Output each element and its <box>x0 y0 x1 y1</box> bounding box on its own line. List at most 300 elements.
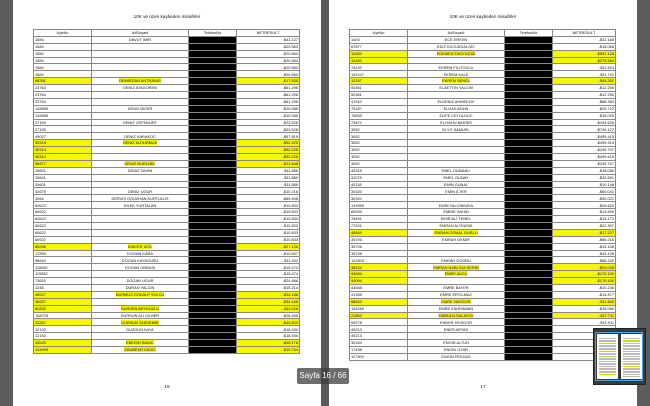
table-row <box>34 147 300 154</box>
adsoyadi-cell <box>92 140 189 147</box>
adsoyadi-text: DOGAN ONBASI <box>124 264 156 270</box>
uyeno-cell: 115582 <box>34 264 92 271</box>
table-row <box>350 298 616 305</box>
netresult-cell: -$52.225 <box>237 140 300 147</box>
telefonno-redacted-cell <box>505 326 553 333</box>
uyeno-cell: 73872 <box>350 119 408 126</box>
uyeno-cell: 1248 <box>34 284 92 291</box>
netresult-cell: -$12.255 <box>553 85 616 92</box>
table-row <box>34 181 300 188</box>
uyeno-cell: 128985 <box>34 112 92 119</box>
telefonno-redacted-cell <box>505 284 553 291</box>
netresult-cell: -$32.168 <box>553 36 616 43</box>
netresult-cell: -$10.238 <box>553 284 616 291</box>
table-row <box>350 209 616 216</box>
adsoyadi-cell <box>408 188 505 195</box>
adsoyadi-text: DENIZ NURLUEL <box>124 161 156 167</box>
adsoyadi-cell <box>92 160 189 167</box>
netresult-cell: -$11.889 <box>237 167 300 174</box>
adsoyadi-text: EMEL GUNAY <box>443 174 469 180</box>
telefonno-redacted-cell <box>189 250 237 257</box>
telefonno-redacted-cell <box>189 236 237 243</box>
telefonno-redacted-cell <box>189 98 237 105</box>
table-row <box>34 243 300 250</box>
uyeno-cell: 74433 <box>350 64 408 71</box>
uyeno-cell: 1064 <box>34 195 92 202</box>
adsoyadi-cell <box>92 326 189 333</box>
table-row <box>34 202 300 209</box>
adsoyadi-text: EKREM KALE <box>443 71 469 77</box>
telefonno-redacted-cell <box>505 85 553 92</box>
table-row <box>34 126 300 133</box>
adsoyadi-cell <box>92 216 189 223</box>
adsoyadi-cell <box>408 92 505 99</box>
table-row <box>34 119 300 126</box>
netresult-cell: -$499.415 <box>553 133 616 140</box>
adsoyadi-text: DOGAN KAYAGUSU <box>121 257 159 263</box>
uyeno-cell: 29601 <box>34 174 92 181</box>
uyeno-cell: 30320 <box>350 195 408 202</box>
adsoyadi-cell <box>408 119 505 126</box>
telefonno-redacted-cell <box>189 140 237 147</box>
adsoyadi-text: DENIZ UGUR <box>127 188 153 194</box>
netresult-cell: -$29.722 <box>553 105 616 112</box>
netresult-cell: -$18.080 <box>553 167 616 174</box>
adsoyadi-cell <box>408 154 505 161</box>
table-row <box>350 119 616 126</box>
netresult-cell: -$47.711 <box>553 312 616 319</box>
adsoyadi-cell <box>92 305 189 312</box>
adsoyadi-text: DURSUN ALI DILBER <box>120 312 160 318</box>
netresult-cell: -$30.021 <box>553 195 616 202</box>
adsoyadi-text: EMRE ERYILMAZ <box>440 292 472 298</box>
telefonno-redacted-cell <box>189 298 237 305</box>
adsoyadi-cell <box>92 284 189 291</box>
netresult-cell: -$61.296 <box>237 92 300 99</box>
netresult-cell: -$19.172 <box>553 216 616 223</box>
adsoyadi-cell <box>92 312 189 319</box>
uyeno-cell: 17899 <box>34 250 92 257</box>
netresult-cell: -$17.538 <box>237 78 300 85</box>
table-row <box>350 181 616 188</box>
netresult-cell: -$11.889 <box>237 181 300 188</box>
telefonno-redacted-cell <box>189 326 237 333</box>
telefonno-redacted-cell <box>505 319 553 326</box>
uyeno-cell: 3052 <box>350 147 408 154</box>
uyeno-cell: 49213 <box>350 326 408 333</box>
adsoyadi-cell <box>92 236 189 243</box>
adsoyadi-cell <box>408 71 505 78</box>
telefonno-redacted-cell <box>189 229 237 236</box>
adsoyadi-text: DENIZ KARAKOC <box>124 133 156 139</box>
adsoyadi-cell <box>408 50 505 57</box>
uyeno-cell: 78491 <box>350 216 408 223</box>
header-adsoyadi: AdSoyadi <box>408 30 505 37</box>
adsoyadi-text: DAVUT IMIR <box>128 37 152 43</box>
uyeno-cell: 94094 <box>350 278 408 285</box>
table-row <box>34 154 300 161</box>
table-row <box>34 305 300 312</box>
adsoyadi-text: DENIZ CEPHKURT <box>122 119 158 125</box>
telefonno-redacted-cell <box>189 278 237 285</box>
adsoyadi-cell <box>92 126 189 133</box>
telefonno-redacted-cell <box>505 305 553 312</box>
uyeno-cell: 30314 <box>34 154 92 161</box>
adsoyadi-text: DILEK YURTALAN <box>123 202 157 208</box>
uyeno-cell: 1403 <box>350 36 408 43</box>
adsoyadi-text: EGEMEN TANYILDIZI <box>436 50 476 56</box>
telefonno-redacted-cell <box>189 195 237 202</box>
adsoyadi-text: ENGIN PEKDAS <box>441 354 471 360</box>
netresult-cell: -$499.415 <box>553 154 616 161</box>
table-row <box>34 36 300 43</box>
telefonno-redacted-cell <box>189 222 237 229</box>
netresult-cell: -$26.620 <box>553 202 616 209</box>
adsoyadi-cell <box>92 181 189 188</box>
netresult-cell: -$20.564 <box>237 64 300 71</box>
adsoyadi-cell <box>408 181 505 188</box>
telefonno-redacted-cell <box>505 92 553 99</box>
netresult-cell: -$68.240 <box>553 257 616 264</box>
adsoyadi-text: ENDER HOSGOR <box>440 319 472 325</box>
table-row <box>350 353 616 360</box>
header-telefonno: TelefonNo <box>189 30 237 37</box>
netresult-cell: -$10.085 <box>237 105 300 112</box>
telefonno-redacted-cell <box>189 147 237 154</box>
adsoyadi-cell <box>408 216 505 223</box>
netresult-cell: -$170.100 <box>553 278 616 285</box>
uyeno-cell: 60622 <box>34 216 92 223</box>
telefonno-redacted-cell <box>189 319 237 326</box>
table-row <box>350 250 616 257</box>
telefonno-redacted-cell <box>505 167 553 174</box>
page-thumbnail-navigator[interactable] <box>593 328 646 385</box>
adsoyadi-cell <box>92 209 189 216</box>
uyeno-cell: 30314 <box>34 147 92 154</box>
page-title: 10K ve üzeri kaybeden misafirler <box>449 14 517 19</box>
adsoyadi-text: DUZGUN KAYA <box>126 326 154 332</box>
table-row <box>34 64 300 71</box>
header-netresult: NETRESULT <box>237 30 300 37</box>
netresult-cell: -$10.657 <box>237 250 300 257</box>
adsoyadi-cell <box>408 202 505 209</box>
uyeno-cell: 94094 <box>350 271 408 278</box>
adsoyadi-cell <box>92 195 189 202</box>
adsoyadi-cell <box>92 340 189 347</box>
telefonno-redacted-cell <box>189 78 237 85</box>
telefonno-redacted-cell <box>505 78 553 85</box>
uyeno-cell: 122803 <box>350 257 408 264</box>
telefonno-redacted-cell <box>189 85 237 92</box>
telefonno-redacted-cell <box>505 174 553 181</box>
netresult-cell: -$27.136 <box>237 243 300 250</box>
netresult-cell: -$13.690 <box>553 209 616 216</box>
netresult-cell: -$12.255 <box>553 92 616 99</box>
netresult-cell: -$20.564 <box>237 50 300 57</box>
table-row <box>350 50 616 57</box>
adsoyadi-text: EBEDIN INANC <box>126 340 154 346</box>
adsoyadi-cell <box>408 229 505 236</box>
adsoyadi-cell <box>408 57 505 64</box>
netresult-cell: -$41.127 <box>237 36 300 43</box>
table-row <box>350 264 616 271</box>
netresult-cell: -$65.352 <box>553 78 616 85</box>
uyeno-cell: 35706 <box>350 236 408 243</box>
table-row <box>350 112 616 119</box>
netresult-cell: -$61.296 <box>237 98 300 105</box>
adsoyadi-cell <box>408 85 505 92</box>
adsoyadi-cell <box>92 36 189 43</box>
uyeno-cell: 38124 <box>350 264 408 271</box>
table-row <box>350 174 616 181</box>
adsoyadi-cell <box>408 174 505 181</box>
netresult-cell: -$20.564 <box>237 71 300 78</box>
adsoyadi-cell <box>92 50 189 57</box>
uyeno-cell: 29601 <box>34 167 92 174</box>
uyeno-cell: 134495 <box>34 346 92 353</box>
table-row <box>34 236 300 243</box>
adsoyadi-text: DENIZ SAHIN <box>127 168 153 174</box>
table-row <box>350 333 616 340</box>
uyeno-cell: 60622 <box>34 222 92 229</box>
adsoyadi-cell <box>408 284 505 291</box>
header-uyeno: UyeNo <box>34 30 92 37</box>
table-row <box>350 85 616 92</box>
adsoyadi-cell <box>408 64 505 71</box>
netresult-cell: -$14.877 <box>553 291 616 298</box>
uyeno-cell: 30320 <box>350 188 408 195</box>
netresult-cell: -$32.691 <box>553 174 616 181</box>
telefonno-redacted-cell <box>189 154 237 161</box>
uyeno-cell: 11439 <box>350 57 408 64</box>
netresult-cell: -$18.930 <box>237 326 300 333</box>
telefonno-redacted-cell <box>189 133 237 140</box>
table-row <box>350 291 616 298</box>
telefonno-redacted-cell <box>189 167 237 174</box>
adsoyadi-cell <box>92 92 189 99</box>
pdf-page-left <box>13 0 321 406</box>
adsoyadi-cell <box>408 353 505 360</box>
netresult-cell: -$499.415 <box>553 140 616 147</box>
netresult-cell: -$11.028 <box>237 305 300 312</box>
table-row <box>34 278 300 285</box>
adsoyadi-cell <box>408 98 505 105</box>
table-row <box>34 291 300 298</box>
netresult-cell: -$249.707 <box>553 160 616 167</box>
uyeno-cell: 23764 <box>34 98 92 105</box>
netresult-cell: -$249.707 <box>553 147 616 154</box>
adsoyadi-cell <box>408 147 505 154</box>
uyeno-cell: 49027 <box>34 133 92 140</box>
netresult-cell: -$15.911 <box>553 319 616 326</box>
table-row <box>350 126 616 133</box>
telefonno-redacted-cell <box>505 119 553 126</box>
table-row <box>34 105 300 112</box>
netresult-cell: -$20.035 <box>553 264 616 271</box>
telefonno-redacted-cell <box>505 133 553 140</box>
table-row <box>350 92 616 99</box>
telefonno-redacted-cell <box>505 340 553 347</box>
uyeno-cell: 48849 <box>350 229 408 236</box>
table-row <box>34 216 300 223</box>
table-row <box>350 167 616 174</box>
telefonno-redacted-cell <box>505 346 553 353</box>
adsoyadi-cell <box>92 243 189 250</box>
netresult-cell: -$10.148 <box>553 181 616 188</box>
telefonno-redacted-cell <box>189 312 237 319</box>
table-row <box>350 105 616 112</box>
adsoyadi-cell <box>408 264 505 271</box>
table-row <box>350 312 616 319</box>
telefonno-redacted-cell <box>505 50 553 57</box>
adsoyadi-cell <box>92 346 189 353</box>
page-number: 16 <box>164 385 170 390</box>
thumbnail-viewport-frame[interactable] <box>595 332 643 381</box>
telefonno-redacted-cell <box>505 236 553 243</box>
telefonno-redacted-cell <box>189 112 237 119</box>
table-row <box>34 133 300 140</box>
table-row <box>34 271 300 278</box>
netresult-cell: -$15.025 <box>553 112 616 119</box>
telefonno-redacted-cell <box>189 216 237 223</box>
uyeno-cell: 115582 <box>34 271 92 278</box>
uyeno-cell: 30314 <box>34 140 92 147</box>
adsoyadi-cell <box>408 326 505 333</box>
uyeno-cell: 50361 <box>350 92 408 99</box>
adsoyadi-text: ELAETTIN YALCIN <box>439 85 473 91</box>
adsoyadi-text: DURSEN BEYKOZLU <box>120 305 160 311</box>
telefonno-redacted-cell <box>189 181 237 188</box>
adsoyadi-cell <box>92 202 189 209</box>
header-netresult: NETRESULT <box>553 30 616 37</box>
telefonno-redacted-cell <box>505 57 553 64</box>
adsoyadi-cell <box>92 250 189 257</box>
uyeno-cell: 60622 <box>34 236 92 243</box>
netresult-cell: -$170.100 <box>553 271 616 278</box>
adsoyadi-cell <box>92 112 189 119</box>
adsoyadi-text: EMIN GUNAL <box>443 181 469 187</box>
adsoyadi-cell <box>92 43 189 50</box>
adsoyadi-cell <box>92 85 189 92</box>
telefonno-redacted-cell <box>505 209 553 216</box>
uyeno-cell: 77631 <box>350 222 408 229</box>
netresult-cell: -$22.997 <box>553 222 616 229</box>
telefonno-redacted-cell <box>189 126 237 133</box>
uyeno-cell: 12192 <box>34 326 92 333</box>
telefonno-redacted-cell <box>505 243 553 250</box>
telefonno-redacted-cell <box>505 264 553 271</box>
table-row <box>34 71 300 78</box>
telefonno-redacted-cell <box>189 340 237 347</box>
uyeno-cell: 75187 <box>350 105 408 112</box>
table-row <box>350 154 616 161</box>
telefonno-redacted-cell <box>505 250 553 257</box>
uyeno-cell: 23397 <box>34 319 92 326</box>
adsoyadi-cell <box>92 98 189 105</box>
table-row <box>350 147 616 154</box>
adsoyadi-text: ELIFE LEYLA KUC <box>439 112 473 118</box>
netresult-cell: -$24.686 <box>237 278 300 285</box>
netresult-cell: -$23.528 <box>237 119 300 126</box>
adsoyadi-text: ENGIN OZAR <box>443 347 469 353</box>
telefonno-redacted-cell <box>189 71 237 78</box>
netresult-cell: -$15.214 <box>237 284 300 291</box>
adsoyadi-text: EBUBEKR DIKICI <box>124 347 156 353</box>
telefonno-redacted-cell <box>189 160 237 167</box>
table-row <box>350 284 616 291</box>
telefonno-redacted-cell <box>505 154 553 161</box>
uyeno-cell: 1584 <box>34 43 92 50</box>
adsoyadi-text: ELYO SAMUEL <box>442 126 470 132</box>
table-row <box>34 160 300 167</box>
table-row <box>350 78 616 85</box>
adsoyadi-cell <box>92 71 189 78</box>
uyeno-cell: 56877 <box>34 160 92 167</box>
adsoyadi-cell <box>408 291 505 298</box>
adsoyadi-text: EMINE SAHIN <box>443 209 469 215</box>
table-row <box>34 326 300 333</box>
adsoyadi-text: DURMUS GOKALP YOLCU <box>115 292 165 298</box>
netresult-cell: -$17.227 <box>553 229 616 236</box>
adsoyadi-text: EMRAH ALTINISIK <box>439 223 473 229</box>
netresult-cell: -$10.216 <box>237 188 300 195</box>
table-row <box>350 133 616 140</box>
uyeno-cell: 69278 <box>350 319 408 326</box>
uyeno-cell: 12192 <box>34 333 92 340</box>
uyeno-cell: 32675 <box>34 188 92 195</box>
uyeno-cell: 23764 <box>34 92 92 99</box>
adsoyadi-cell <box>92 222 189 229</box>
netresult-cell: -$11.600 <box>553 298 616 305</box>
table-row <box>34 85 300 92</box>
adsoyadi-text: EMRE BAYER <box>443 285 469 291</box>
adsoyadi-cell <box>92 271 189 278</box>
netresult-cell: -$52.225 <box>237 154 300 161</box>
uyeno-cell: 49213 <box>350 333 408 340</box>
uyeno-cell: 30164 <box>350 340 408 347</box>
adsoyadi-text: DOGAN KARA <box>127 250 153 256</box>
adsoyadi-text: ELHAS ADUN <box>443 106 469 112</box>
adsoyadi-text: EKREM SENEL <box>442 78 470 84</box>
table-row <box>34 250 300 257</box>
table-row <box>34 333 300 340</box>
uyeno-cell: 38927 <box>34 298 92 305</box>
adsoyadi-cell <box>408 250 505 257</box>
netresult-cell: -$10.833 <box>237 209 300 216</box>
telefonno-redacted-cell <box>505 147 553 154</box>
adsoyadi-cell <box>92 174 189 181</box>
table-row <box>34 112 300 119</box>
adsoyadi-text: DENIZ KIZILIRMAK <box>122 140 158 146</box>
adsoyadi-cell <box>408 346 505 353</box>
table-row <box>350 216 616 223</box>
adsoyadi-cell <box>92 133 189 140</box>
telefonno-redacted-cell <box>505 105 553 112</box>
uyeno-cell: 12247 <box>350 78 408 85</box>
uyeno-cell: 66381 <box>34 78 92 85</box>
netresult-cell: -$60.041 <box>553 188 616 195</box>
table-row <box>350 271 616 278</box>
table-row <box>34 284 300 291</box>
netresult-cell: -$67.819 <box>237 133 300 140</box>
netresult-cell: -$18.930 <box>237 333 300 340</box>
adsoyadi-cell <box>408 43 505 50</box>
uyeno-cell: 42915 <box>350 167 408 174</box>
netresult-cell: -$10.085 <box>237 112 300 119</box>
uyeno-cell: 3052 <box>350 133 408 140</box>
netresult-cell: -$52.225 <box>237 147 300 154</box>
telefonno-redacted-cell <box>505 216 553 223</box>
